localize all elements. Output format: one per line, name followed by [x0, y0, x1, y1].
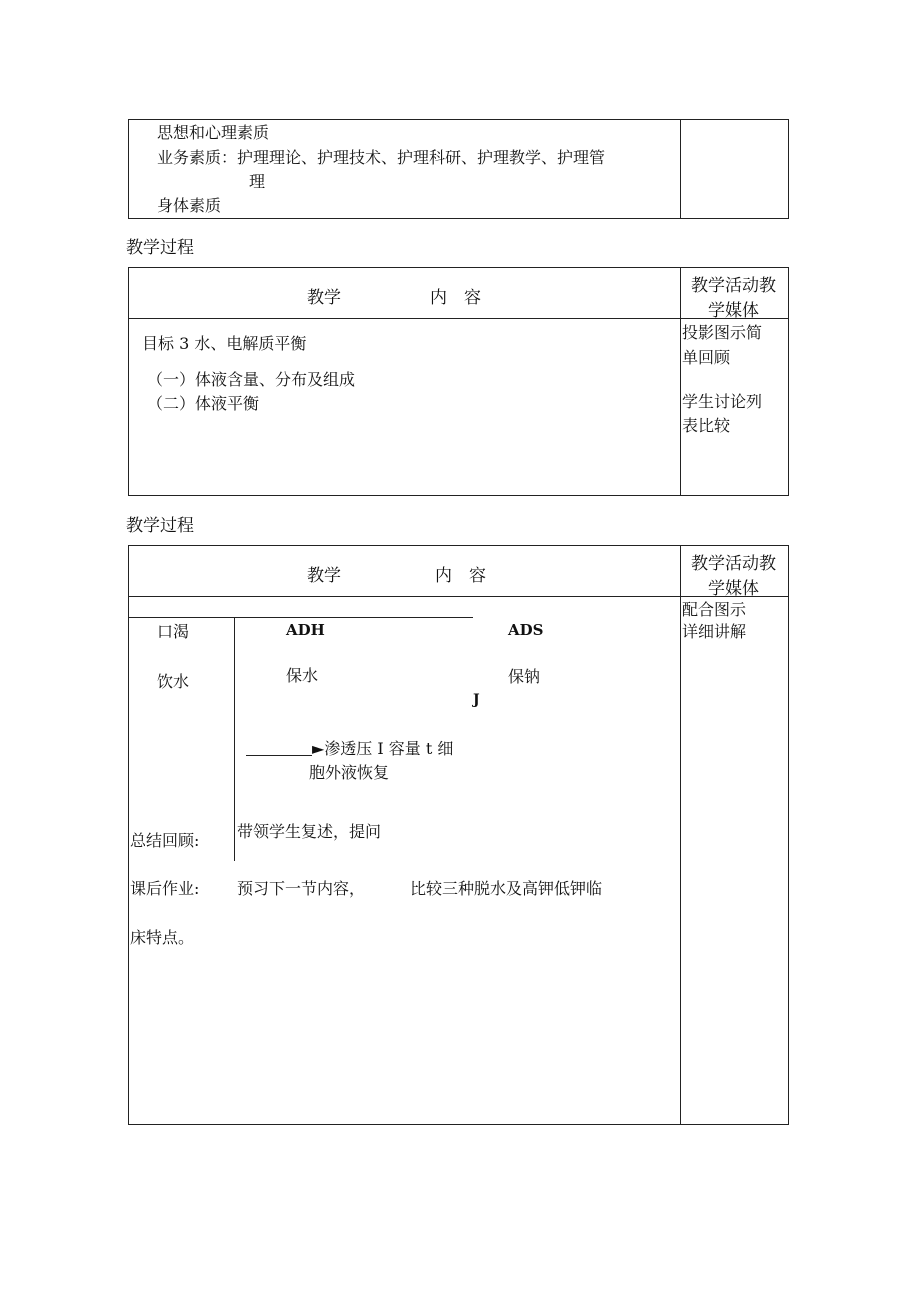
arrow-result-line2: 胞外液恢复	[309, 763, 390, 782]
section2-activity-line1: 配合图示	[682, 600, 747, 619]
section2-col-divider	[680, 545, 681, 1125]
section1-header-activity-1: 教学活动教	[691, 276, 776, 296]
arrow-result-line1: ►渗透压 I 容量 t 细	[312, 739, 454, 758]
summary-label: 总结回顾:	[130, 831, 200, 850]
section1-title: 教学过程	[126, 238, 194, 258]
arrow-shaft	[246, 755, 312, 756]
section1-goal: 目标 3 水、电解质平衡	[142, 334, 307, 353]
section2-activity-line2: 详细讲解	[682, 622, 747, 641]
section1-header-rule	[128, 318, 789, 319]
homework-text-c: 床特点。	[130, 928, 195, 947]
section1-col-divider	[680, 267, 681, 496]
section1-activity2-line1: 学生讨论列	[682, 392, 763, 411]
section2-header-activity-1: 教学活动教	[691, 554, 776, 574]
summary-text: 带领学生复述，提问	[237, 822, 382, 841]
j-mark: J	[473, 692, 480, 708]
keep-sodium-label: 保钠	[508, 667, 541, 686]
drink-label: 饮水	[157, 672, 190, 691]
section2-header-rule	[128, 596, 789, 597]
section1-header-activity-2: 学媒体	[708, 301, 759, 321]
section1-item2: （二）体液平衡	[147, 394, 260, 413]
quality-mental: 思想和心理素质	[157, 123, 270, 142]
quality-physical: 身体素质	[157, 196, 222, 215]
section2-header-content-a: 教学	[307, 566, 341, 586]
section1-header-content-a: 教学	[307, 288, 341, 308]
homework-text-a: 预习下一节内容，	[237, 879, 366, 898]
section1-activity1-line2: 单回顾	[682, 348, 731, 367]
homework-text-b: 比较三种脱水及高钾低钾临	[410, 879, 603, 898]
keep-water-label: 保水	[286, 666, 319, 685]
ads-label: ADS	[508, 621, 544, 639]
section1-item1: （一）体液含量、分布及组成	[147, 370, 356, 389]
top-table-divider	[680, 119, 681, 219]
section2-header-activity-2: 学媒体	[708, 579, 759, 599]
quality-professional: 业务素质：护理理论、护理技术、护理科研、护理教学、护理管	[157, 148, 606, 167]
section2-title: 教学过程	[126, 516, 194, 536]
thirst-label: 口渴	[157, 622, 190, 641]
section1-activity2-line2: 表比较	[682, 416, 731, 435]
quality-professional-cont: 理	[249, 172, 266, 191]
section1-activity1-line1: 投影图示简	[682, 323, 763, 342]
adh-label: ADH	[286, 621, 325, 639]
section1-header-content-b: 内 容	[430, 288, 481, 308]
diagram-left-rule	[234, 617, 235, 861]
homework-label: 课后作业:	[130, 879, 200, 898]
section2-header-content-b: 内 容	[435, 566, 486, 586]
